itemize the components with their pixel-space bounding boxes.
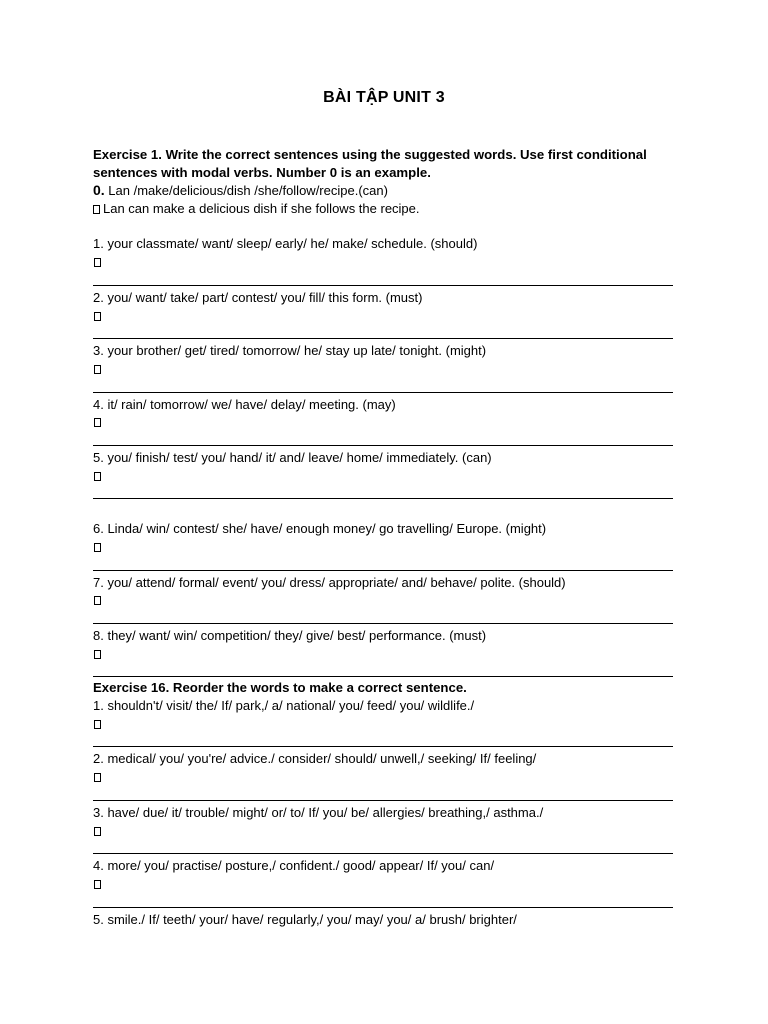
exercise-16 [93, 679, 673, 928]
answer-line[interactable] [93, 378, 673, 396]
answer-line[interactable] [93, 663, 673, 681]
answer-line[interactable] [93, 271, 673, 289]
page-title: BÀI TẬP UNIT 3 [323, 89, 445, 106]
exercise-1-heading-line-2: sentences with modal verbs. Number 0 is an example. [93, 165, 431, 180]
exercise-1-heading-line-1: Exercise 1. Write the correct sentences using the suggested words. Use first conditional [93, 147, 647, 162]
answer-line[interactable] [93, 431, 673, 449]
arrow-icon [94, 650, 101, 659]
exercise-1-item: 6. Linda/ win/ contest/ she/ have/ enough money/ go travelling/ Europe. (might) [93, 521, 547, 537]
arrow-icon [94, 312, 101, 321]
arrow-icon [94, 827, 101, 836]
exercise-16-item: 3. have/ due/ it/ trouble/ might/ or/ to/ If/ you/ be/ allergies/ breathing,/ asthma./ [93, 804, 544, 820]
answer-line[interactable] [93, 324, 673, 342]
arrow-icon [94, 543, 101, 552]
arrow-icon [94, 880, 101, 889]
exercise-1-item: 2. you/ want/ take/ part/ contest/ you/ fill/ this form. (must) [93, 289, 423, 305]
answer-line[interactable] [93, 556, 673, 574]
example-answer [93, 200, 673, 218]
example-prompt [93, 182, 673, 200]
arrow-icon [94, 596, 101, 605]
exercise-16-item: 1. shouldn't/ visit/ the/ If/ park,/ a/ national/ you/ feed/ you/ wildlife./ [93, 698, 475, 713]
arrow-icon [94, 720, 101, 729]
example-answer-text: Lan can make a delicious dish if she follows the recipe. [103, 200, 420, 216]
exercise-1-item: 3. your brother/ get/ tired/ tomorrow/ he/ stay up late/ tonight. (might) [93, 343, 487, 359]
exercise-1-item: 1. your classmate/ want/ sleep/ early/ he/ make/ schedule. (should) [93, 236, 478, 252]
answer-line[interactable] [93, 609, 673, 627]
exercise-16-item: 4. more/ you/ practise/ posture,/ confident./ good/ appear/ If/ you/ can/ [93, 858, 495, 874]
answer-line[interactable] [93, 786, 673, 804]
arrow-icon [94, 258, 101, 267]
exercise-16-heading: Exercise 16. Reorder the words to make a correct sentence. [93, 680, 467, 695]
exercise-1-item: 7. you/ attend/ formal/ event/ you/ dress/ appropriate/ and/ behave/ polite. (should) [93, 574, 566, 590]
example-prompt-text: Lan /make/delicious/dish /she/follow/recipe.(can) [104, 183, 388, 198]
exercise-1 [93, 146, 673, 680]
exercise-1-item: 5. you/ finish/ test/ you/ hand/ it/ and/ leave/ home/ immediately. (can) [93, 449, 492, 465]
arrow-icon [93, 205, 100, 214]
answer-line[interactable] [93, 839, 673, 857]
answer-line[interactable] [93, 485, 673, 503]
arrow-icon [94, 365, 101, 374]
arrow-icon [94, 773, 101, 782]
arrow-icon [94, 472, 101, 481]
exercise-1-item: 8. they/ want/ win/ competition/ they/ give/ best/ performance. (must) [93, 627, 487, 643]
exercise-16-item: 2. medical/ you/ you're/ advice./ consider/ should/ unwell,/ seeking/ If/ feeling/ [93, 751, 537, 767]
exercise-1-item: 4. it/ rain/ tomorrow/ we/ have/ delay/ meeting. (may) [93, 396, 396, 412]
exercise-16-item: 5. smile./ If/ teeth/ your/ have/ regularly,/ you/ may/ you/ a/ brush/ brighter/ [93, 911, 517, 927]
example-number: 0. [93, 182, 105, 198]
answer-line[interactable] [93, 733, 673, 751]
arrow-icon [94, 418, 101, 427]
answer-line[interactable] [93, 893, 673, 911]
